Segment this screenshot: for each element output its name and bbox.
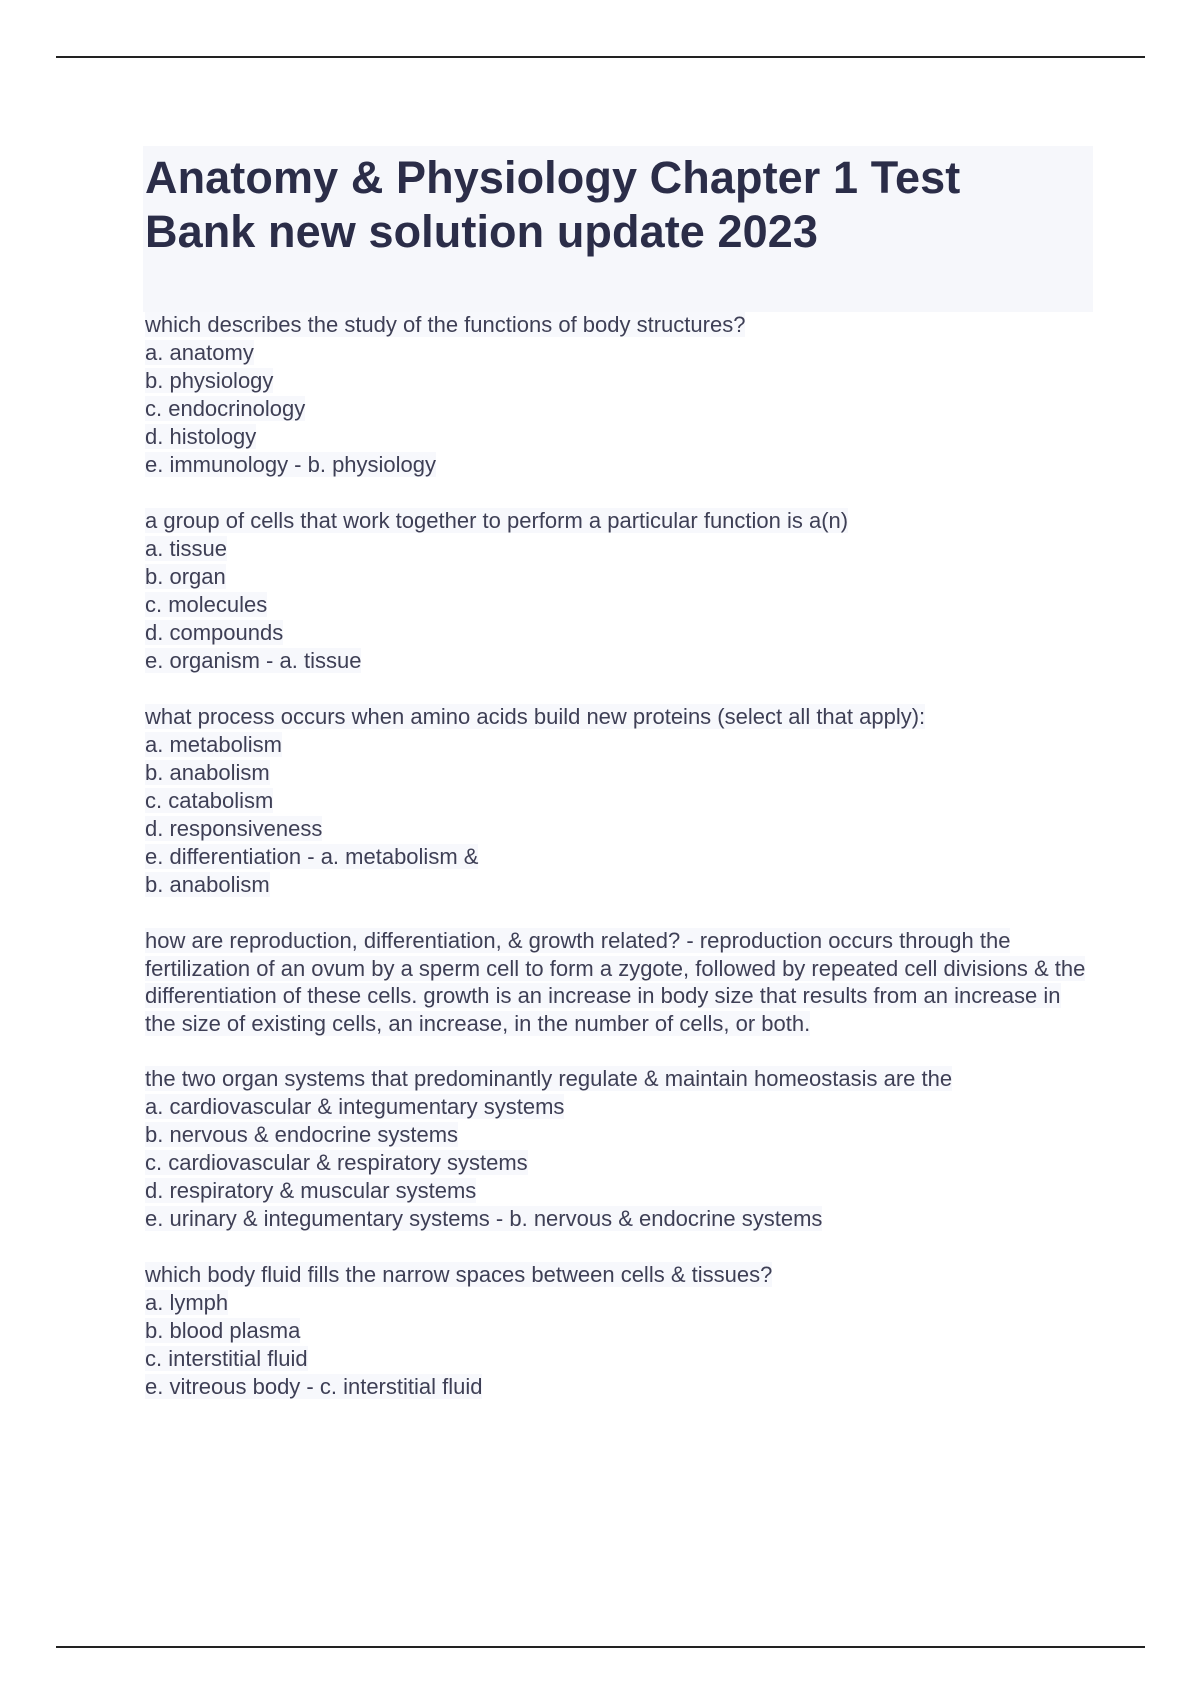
answer-option: c. endocrinology [145,396,306,421]
solution-continuation: b. anabolism [145,872,270,897]
question-with-answer-paragraph: how are reproduction, differentiation, & growth related? - reproduction occurs through the fertilization of an ovum by a sperm cell to form a zygote, followed by repeated cell divisions & the differentiation of these cells. growth is an increase in body size that results from an increase in the size of existing cells, an increase, in the number of cells, or both. [145,928,1086,1036]
title-line-1: Anatomy & Physiology Chapter 1 Test [145,152,961,203]
answer-option: b. blood plasma [145,1318,301,1343]
answer-option-with-solution: e. vitreous body - c. interstitial fluid [145,1374,483,1399]
answer-option: a. tissue [145,536,227,561]
question-6 [145,1261,1105,1401]
bottom-rule [56,1646,1145,1648]
question-4 [145,927,1105,1037]
answer-option: b. organ [145,564,226,589]
answer-option: c. interstitial fluid [145,1346,308,1371]
answer-option: c. molecules [145,592,268,617]
answer-option: a. cardiovascular & integumentary systems [145,1094,565,1119]
question-text: which describes the study of the functions of body structures? [145,312,746,337]
top-rule [56,56,1145,58]
answer-option-with-solution: e. differentiation - a. metabolism & [145,844,479,869]
answer-option: c. cardiovascular & respiratory systems [145,1150,528,1175]
question-3 [145,703,1105,899]
title-block [143,146,1093,312]
answer-option: b. anabolism [145,760,270,785]
answer-option-with-solution: e. immunology - b. physiology [145,452,437,477]
answer-option: d. responsiveness [145,816,323,841]
question-2 [145,507,1105,675]
answer-option: d. respiratory & muscular systems [145,1178,477,1203]
question-list [145,311,1105,1429]
question-text: which body fluid fills the narrow spaces between cells & tissues? [145,1262,773,1287]
answer-option: d. histology [145,424,257,449]
answer-option-with-solution: e. organism - a. tissue [145,648,362,673]
question-text: the two organ systems that predominantly regulate & maintain homeostasis are the [145,1066,953,1091]
question-1 [145,311,1105,479]
answer-option: c. catabolism [145,788,274,813]
answer-option-with-solution: e. urinary & integumentary systems - b. nervous & endocrine systems [145,1206,823,1231]
answer-option: b. nervous & endocrine systems [145,1122,459,1147]
title-line-2: Bank new solution update 2023 [145,206,819,257]
answer-option: a. lymph [145,1290,229,1315]
question-5 [145,1065,1105,1233]
answer-option: a. metabolism [145,732,282,757]
answer-option: a. anatomy [145,340,254,365]
question-text: a group of cells that work together to perform a particular function is a(n) [145,508,849,533]
answer-option: b. physiology [145,368,274,393]
question-text: what process occurs when amino acids build new proteins (select all that apply): [145,704,926,729]
document-title [145,146,1093,259]
answer-option: d. compounds [145,620,284,645]
